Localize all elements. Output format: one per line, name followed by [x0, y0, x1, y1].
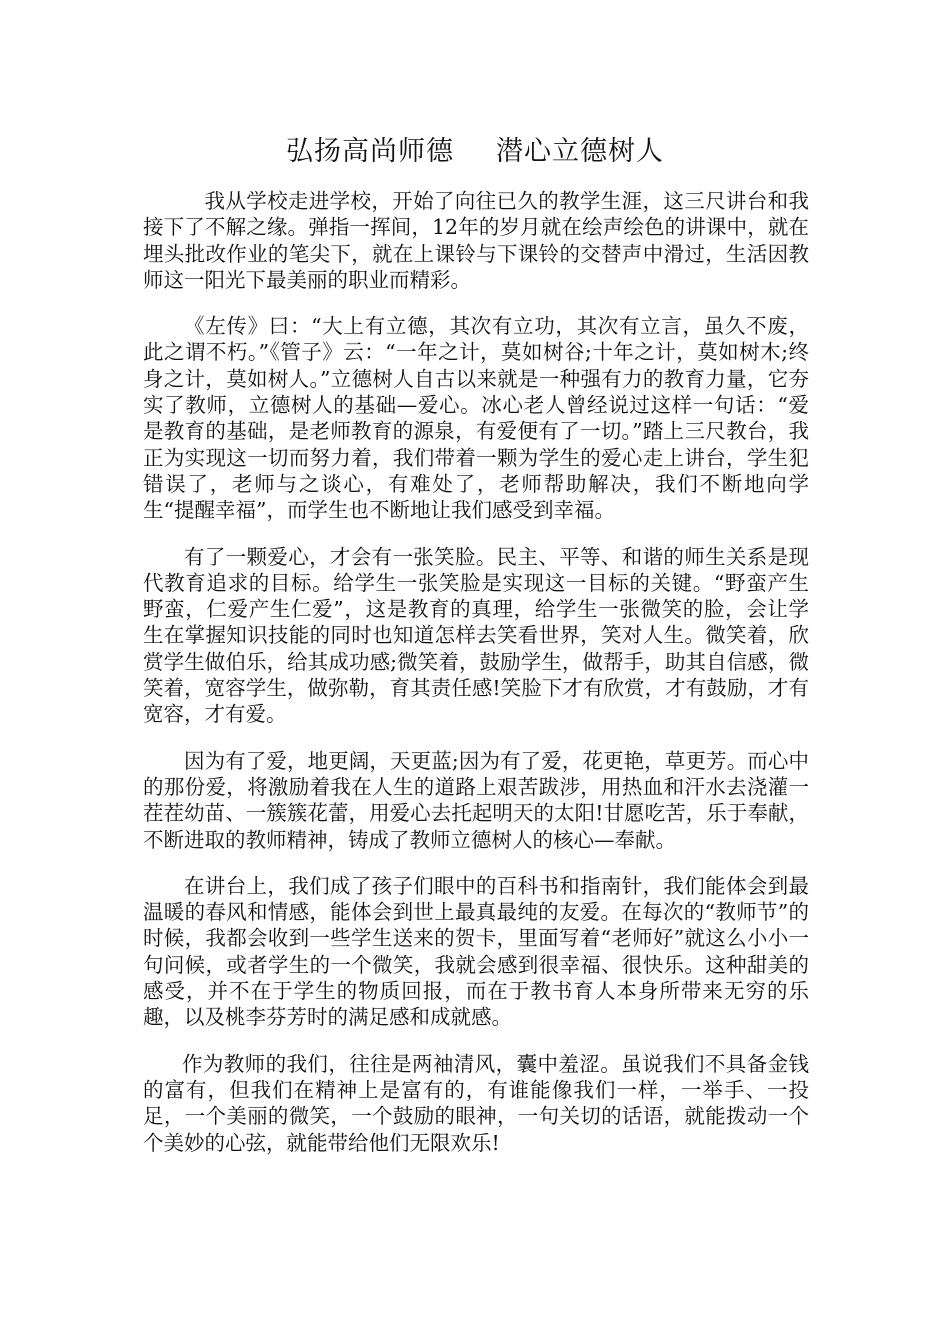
- paragraph-4: 因为有了爱，地更阔，天更蓝;因为有了爱，花更艳，草更芳。而心中的那份爱，将激励着我在人生的道路上艰苦跋涉，用热血和汗水去浇灌一茬茬幼苗、一簇簇花蕾，用爱心去托起明天的太阳!甘愿吃苦，乐于奉献，不断进取的教师精神，铸成了教师立德树人的核心—奉献。: [143, 748, 809, 852]
- paragraph-5: 在讲台上，我们成了孩子们眼中的百科书和指南针，我们能体会到最温暖的春风和情感，能体会到世上最真最纯的友爱。在每次的“教师节”的时候，我都会收到一些学生送来的贺卡，里面写着“老师好”就这么小小一句问候，或者学生的一个微笑，我就会感到很幸福、很快乐。这种甜美的感受，并不在于学生的物质回报，而在于教书育人本身所带来无穷的乐趣，以及桃李芬芳时的满足感和成就感。: [143, 873, 809, 1030]
- paragraph-3: 有了一颗爱心，才会有一张笑脸。民主、平等、和谐的师生关系是现代教育追求的目标。给学生一张笑脸是实现这一目标的关键。“野蛮产生野蛮，仁爱产生仁爱”，这是教育的真理，给学生一张微笑的脸，会让学生在掌握知识技能的同时也知道怎样去笑看世界，笑对人生。微笑着，欣赏学生做伯乐，给其成功感;微笑着，鼓励学生，做帮手，助其自信感，微笑着，宽容学生，做弥勒，育其责任感!笑脸下才有欣赏，才有鼓励，才有宽容，才有爱。: [143, 544, 809, 727]
- paragraph-6: 作为教师的我们，往往是两袖清风，囊中羞涩。虽说我们不具备金钱的富有，但我们在精神上是富有的，有谁能像我们一样，一举手、一投足，一个美丽的微笑，一个鼓励的眼神，一句关切的话语，就能拨动一个个美妙的心弦，就能带给他们无限欢乐!: [143, 1051, 809, 1155]
- title-part-2: 潜心立德树人: [496, 136, 664, 167]
- paragraph-2: 《左传》曰：“大上有立德，其次有立功，其次有立言，虽久不废，此之谓不朽。”《管子》云：“一年之计，莫如树谷;十年之计，莫如树木;终身之计，莫如树人。”立德树人自古以来就是一种强有力的教育力量，它夯实了教师，立德树人的基础—爱心。冰心老人曾经说过这样一句话：“爱是教育的基础，是老师教育的源泉，有爱便有了一切。”踏上三尺教台，我正为实现这一切而努力着，我们带着一颗为学生的爱心走上讲台，学生犯错误了，老师与之谈心，有难处了，老师帮助解决，我们不断地向学生“提醒幸福”，而学生也不断地让我们感受到幸福。: [143, 314, 809, 523]
- document-title: [0, 132, 950, 172]
- document-body: [143, 188, 809, 1176]
- paragraph-1: 我从学校走进学校，开始了向往已久的教学生涯，这三尺讲台和我接下了不解之缘。弹指一挥间，12年的岁月就在绘声绘色的讲课中，就在埋头批改作业的笔尖下，就在上课铃与下课铃的交替声中滑过，生活因教师这一阳光下最美丽的职业而精彩。: [143, 189, 809, 292]
- title-part-1: 弘扬高尚师德: [286, 136, 454, 167]
